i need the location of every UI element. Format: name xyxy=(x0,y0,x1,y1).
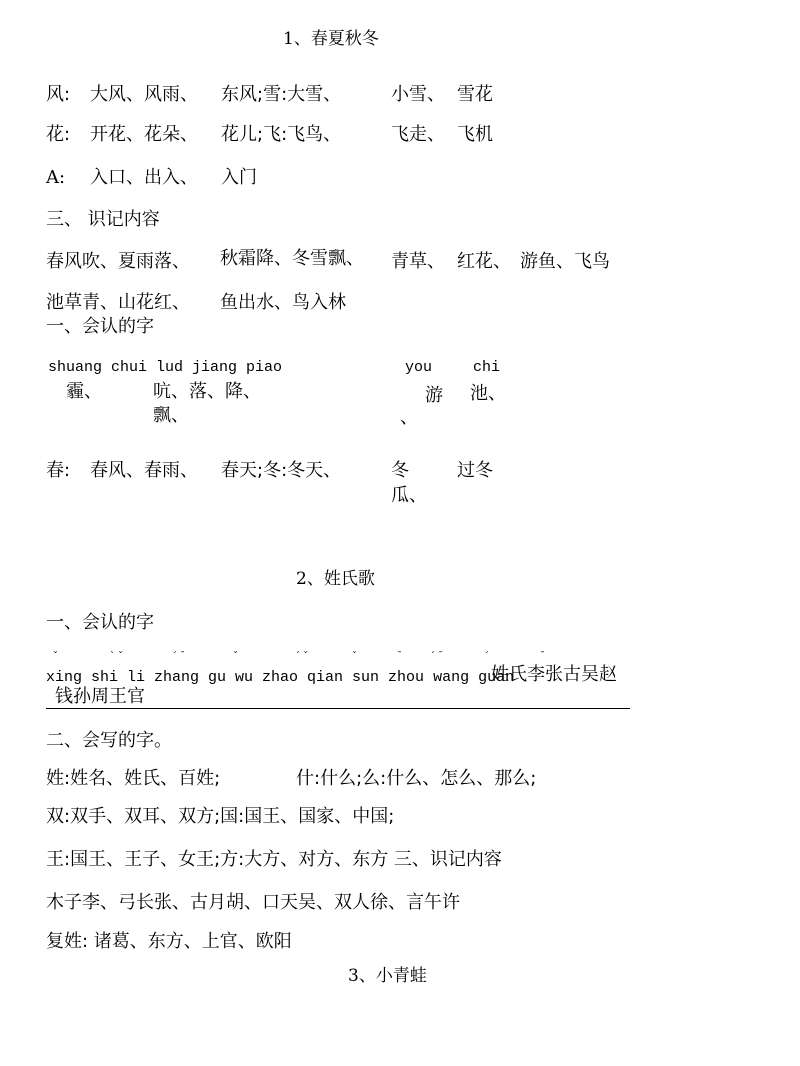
tone-mark: ˇ xyxy=(352,651,357,662)
lesson2-title: 2、姓氏歌 xyxy=(296,569,375,589)
ru-words-2: 入门 xyxy=(221,167,257,188)
feng-words-3: 小雪、 xyxy=(391,84,445,105)
chun-wrap: 瓜、 xyxy=(391,485,427,506)
tone-mark: ˊ ˉ xyxy=(172,651,186,662)
lesson1-pinyin-you: you xyxy=(405,359,433,376)
recite-2-a: 池草青、山花红、 xyxy=(46,292,190,313)
tone-mark: ˊ xyxy=(484,651,489,662)
recite-1-d: 红花、 xyxy=(457,251,511,272)
write-line-2: 双:双手、双耳、双方;国:国王、国家、中国; xyxy=(46,806,395,827)
write-1-a: 姓:姓名、姓氏、百姓; xyxy=(46,768,221,789)
lesson1-chars-stray: 、 xyxy=(400,407,418,428)
lesson1-pinyin-chi: chi xyxy=(473,359,501,376)
lesson1-chars-chi: 池、 xyxy=(470,383,506,404)
feng-label: 风: xyxy=(46,84,71,105)
chun-words-4: 过冬 xyxy=(457,460,493,481)
recite-1-a: 春风吹、夏雨落、 xyxy=(46,251,190,272)
lesson2-chars-inline: 姓氏李张古吴赵 xyxy=(491,664,617,685)
chun-words-3: 冬 xyxy=(391,460,409,481)
hua-words-2: 花儿;飞:飞鸟、 xyxy=(221,124,342,145)
write-1-b: 什:什么;么:什么、怎么、那么; xyxy=(296,768,537,789)
recite-1-b: 秋霜降、冬雪飘、 xyxy=(220,248,364,269)
feng-words-1: 大风、风雨、 xyxy=(90,84,198,105)
lesson1-recognize-heading: 一、会认的字 xyxy=(46,316,154,337)
lesson1-chars-a: 霾、 xyxy=(66,381,102,402)
ru-label: A: xyxy=(46,167,66,188)
recite-heading: 三、 识记内容 xyxy=(46,209,160,230)
tone-mark: ˇ xyxy=(233,651,238,662)
underline-rule xyxy=(46,708,630,709)
lesson2-recognize-heading: 一、会认的字 xyxy=(46,612,154,633)
tone-mark: ˊ ˉ xyxy=(430,651,444,662)
write-line-4: 木子李、弓长张、古月胡、口天吴、双人徐、言午许 xyxy=(46,892,460,913)
recite-1-e: 游鱼、飞鸟 xyxy=(520,251,610,272)
lesson3-title: 3、小青蛙 xyxy=(348,966,427,986)
write-line-5: 复姓: 诸葛、东方、上官、欧阳 xyxy=(46,931,292,952)
tone-mark: ˉ xyxy=(397,651,402,662)
feng-words-2: 东风;雪:大雪、 xyxy=(221,84,342,105)
lesson1-title: 1、春夏秋冬 xyxy=(283,29,379,49)
lesson2-chars-wrap: 钱孙周王官 xyxy=(55,686,145,707)
hua-words-3: 飞走、 xyxy=(391,124,445,145)
tone-mark: ˇ xyxy=(53,651,58,662)
lesson1-pinyin-left: shuang chui lud jiang piao xyxy=(48,359,283,376)
chun-label: 春: xyxy=(46,460,71,481)
chun-words-1: 春风、春雨、 xyxy=(90,460,198,481)
recite-1-c: 青草、 xyxy=(391,251,445,272)
hua-words-1: 开花、花朵、 xyxy=(90,124,198,145)
lesson1-chars-b: 吭、落、降、 xyxy=(153,381,261,402)
ru-words-1: 入口、出入、 xyxy=(90,167,198,188)
chun-words-2: 春天;冬:冬天、 xyxy=(221,460,342,481)
recite-2-b: 鱼出水、鸟入林 xyxy=(220,292,346,313)
hua-words-4: 飞机 xyxy=(457,124,493,145)
feng-words-4: 雪花 xyxy=(457,84,493,105)
tone-mark: ˋ ˇ xyxy=(110,651,124,662)
lesson1-chars-you: 游 xyxy=(425,385,443,406)
lesson2-pinyin-line: xing shi li zhang gu wu zhao qian sun zhou wang guan xyxy=(46,669,515,686)
lesson1-chars-c: 飘、 xyxy=(153,405,189,426)
hua-label: 花: xyxy=(46,124,71,145)
write-line-3: 王:国王、王子、女王;方:大方、对方、东方 三、识记内容 xyxy=(46,849,502,870)
tone-mark: ˉ xyxy=(540,651,545,662)
lesson2-write-heading: 二、会写的字。 xyxy=(46,730,172,751)
tone-mark: ˊ ˇ xyxy=(295,651,309,662)
